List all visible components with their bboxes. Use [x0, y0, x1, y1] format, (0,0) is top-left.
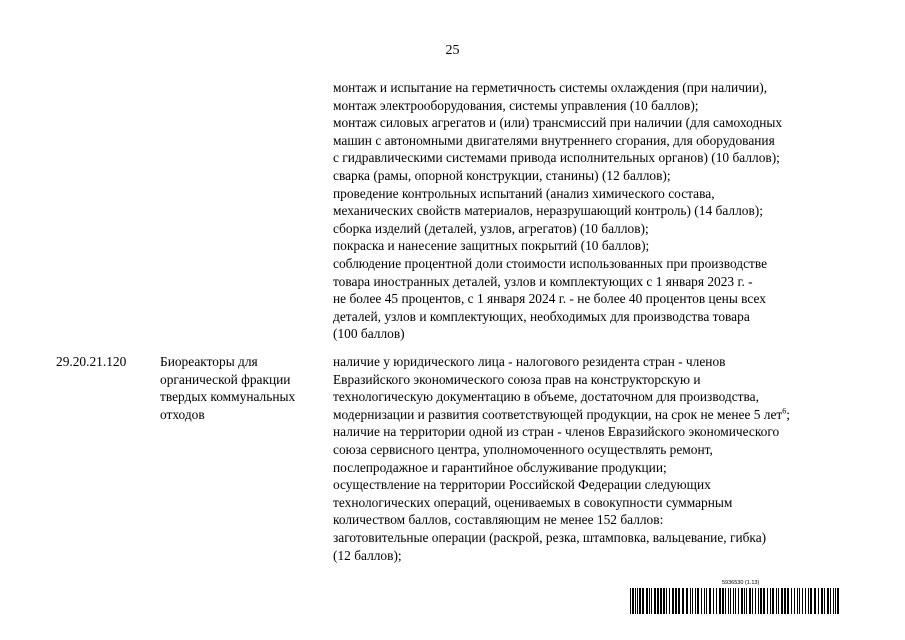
product-code: 29.20.21.120	[56, 354, 127, 369]
footnote-line-tail: ;	[786, 406, 790, 422]
requirement-line: (100 баллов)	[333, 326, 405, 342]
page-number: 25	[445, 43, 460, 58]
requirement-line: монтаж и испытание на герметичность системы охлаждения (при наличии),	[333, 80, 768, 95]
product-requirements	[333, 353, 790, 564]
requirement-line: соблюдение процентной доли стоимости использованных при производстве	[333, 255, 768, 271]
requirement-line: технологических операций, оцениваемых в совокупности суммарным	[333, 494, 733, 510]
requirement-line: послепродажное и гарантийное обслуживание продукции;	[333, 459, 667, 475]
product-name-line: твердых коммунальных	[160, 389, 296, 405]
requirement-line: машин с автономными двигателями внутреннего сгорания, для оборудования	[333, 132, 775, 148]
requirement-line: с гидравлическими системами привода исполнительных органов) (10 баллов);	[333, 150, 780, 166]
requirement-line: проведение контрольных испытаний (анализ химического состава,	[333, 185, 715, 201]
product-name-line: органической фракции	[160, 371, 291, 387]
barcode-caption: 5936530 (1.13)	[722, 580, 760, 586]
requirement-line: покраска и нанесение защитных покрытий (10 баллов);	[333, 238, 650, 254]
requirement-line: не более 45 процентов, с 1 января 2024 г. - не более 40 процентов цены всех	[333, 291, 766, 307]
requirement-line: наличие у юридического лица - налогового резидента стран - членов	[333, 354, 726, 369]
requirement-line: количеством баллов, составляющим не менее 152 баллов:	[333, 512, 664, 528]
product-name-line: отходов	[160, 406, 205, 422]
requirement-line: товара иностранных деталей, узлов и комплектующих с 1 января 2023 г. -	[333, 273, 753, 289]
requirement-line: сборка изделий (деталей, узлов, агрегатов) (10 баллов);	[333, 220, 649, 236]
requirement-line: монтаж электрооборудования, системы управления (10 баллов);	[333, 97, 699, 113]
requirement-line: наличие на территории одной из стран - членов Евразийского экономического	[333, 424, 780, 440]
product-name	[160, 353, 295, 423]
continuation-requirements	[333, 79, 782, 343]
document-barcode	[630, 580, 842, 614]
requirement-line-with-footnote	[333, 406, 790, 424]
footnote-reference[interactable]: 6	[782, 406, 787, 416]
requirement-line: заготовительные операции (раскрой, резка, штамповка, вальцевание, гибка)	[333, 529, 767, 545]
requirement-line: (12 баллов);	[333, 547, 402, 563]
product-name-line: Биореакторы для	[160, 354, 258, 369]
requirement-line: технологическую документацию в объеме, достаточном для производства,	[333, 389, 759, 405]
requirement-line: сварка (рамы, опорной конструкции, станины) (12 баллов);	[333, 167, 671, 183]
requirement-line: деталей, узлов и комплектующих, необходимых для производства товара	[333, 308, 750, 324]
requirement-line: монтаж силовых агрегатов и (или) трансмиссий при наличии (для самоходных	[333, 115, 783, 131]
requirement-line: механических свойств материалов, неразрушающий контроль) (14 баллов);	[333, 203, 763, 219]
barcode-icon	[630, 588, 842, 614]
requirement-line: союза сервисного центра, уполномоченного осуществлять ремонт,	[333, 441, 713, 457]
requirement-line: Евразийского экономического союза прав на конструкторскую и	[333, 371, 701, 387]
footnote-line-text: модернизации и развития соответствующей продукции, на срок не менее 5 лет	[333, 406, 783, 422]
requirement-line: осуществление на территории Российской Федерации следующих	[333, 477, 711, 493]
